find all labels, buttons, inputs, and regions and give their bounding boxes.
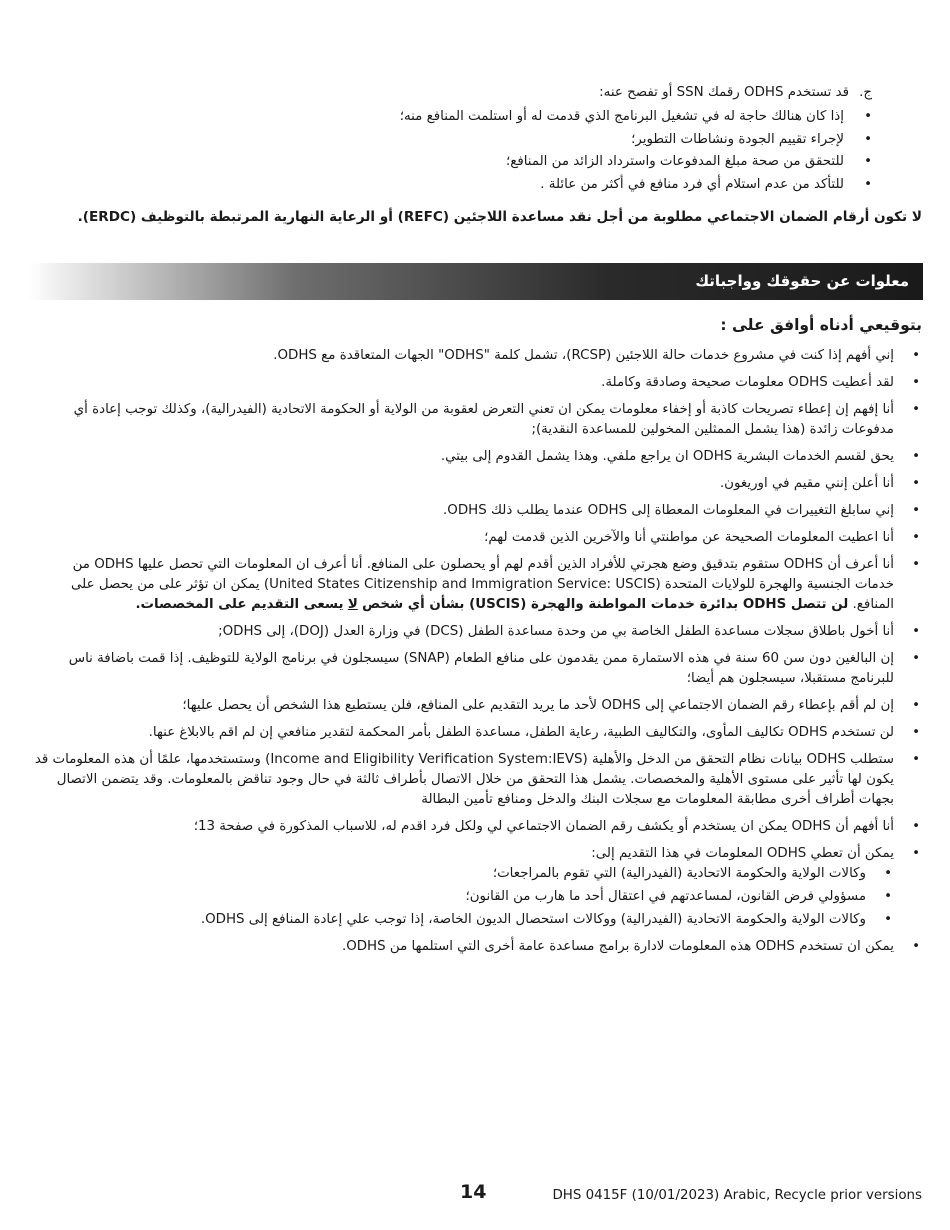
list-item: • لإجراء تقييم الجودة ونشاطات التطوير؛ — [72, 129, 844, 152]
agreement-heading: بتوقيعي أدناه أوافق على : — [720, 316, 922, 334]
sub-list-item: • وكالات الولاية والحكومة الاتحادية (الفيدرالية) ووكالات استحصال الديون الخاصة، إذا توجب علي إعادة المنافع إلى ODHS. — [32, 910, 866, 930]
list-item: • أنا اعطيت المعلومات الصحيحة عن مواطنتي أنا والآخرين الذين قدمت لهم؛ — [32, 528, 894, 548]
ssn-use-section — [72, 82, 872, 196]
ssn-use-heading-row — [72, 82, 872, 104]
ssn-use-heading: قد تستخدم ODHS رقمك SSN أو تفصح عنه: — [599, 85, 850, 100]
immigration-bold-underline: لا — [347, 597, 358, 612]
list-item: • لن تستخدم ODHS تكاليف المأوى، والتكاليف الطبية، رعاية الطفل، مساعدة الطفل بأمر المحكمة لتقدير منافعي إن لم اقم بالابلاغ عنها. — [32, 723, 894, 743]
list-item: • يحق لقسم الخدمات البشرية ODHS ان يراجع ملفي. وهذا يشمل القدوم إلى بيتي. — [32, 447, 894, 467]
no-ssn-required-note: لا تكون أرقام الضمان الاجتماعي مطلوبة من أجل نقد مساعدة اللاجئين (REFC) أو الرعاية النهارية المرتبطة بالتوظيف (ERDC). — [77, 209, 922, 225]
section-header-title: معلوات عن حقوقك وواجباتك — [695, 272, 909, 290]
immigration-text: أنا أعرف أن ODHS ستقوم بتدقيق وضع هجرتي للأفراد الذين أقدم لهم أو يحصلون على المنافع. أنا أعرف ان المعلومات التي تحصل عليها ODHS من خدمات الجنسية والهجرة للولايات المتحدة (United States Citizenship and Immigration Service: USCIS) يمكن ان تؤثر على من يحصل على المنافع. — [71, 557, 894, 612]
disclose-sub-list — [32, 864, 894, 930]
immigration-bold-b: يسعى التقديم على المخصصات. — [135, 597, 344, 612]
list-item: • أنا أخول باطلاق سجلات مساعدة الطفل الخاصة بي من وحدة مساعدة الطفل (DCS) في وزارة العدل (DOJ)، إلى ODHS; — [32, 622, 894, 642]
disclose-intro: يمكن أن تعطي ODHS المعلومات في هذا التقديم إلى: — [591, 846, 894, 861]
list-item: • إذا كان هنالك حاجة له في تشغيل البرنامج الذي قدمت له أو استلمت المنافع منه؛ — [72, 106, 844, 129]
list-item: • يمكن ان تستخدم ODHS هذه المعلومات لادارة برامج مساعدة عامة أخرى التي استلمها من ODHS. — [32, 937, 894, 957]
list-item: • للتحقق من صحة مبلغ المدفوعات واسترداد الزائد من المنافع؛ — [72, 151, 844, 174]
sub-list-item: • مسؤولي فرض القانون، لمساعدتهم في اعتقال أحد ما هارب من القانون؛ — [32, 887, 866, 907]
rights-list — [32, 346, 922, 957]
ssn-use-list — [72, 106, 872, 196]
section-header-bar — [28, 263, 923, 300]
list-item: • أنا أفهم أن ODHS يمكن ان يستخدم أو يكشف رقم الضمان الاجتماعي لي ولكل فرد اقدم له، للاسباب المذكورة في صفحة 13؛ — [32, 817, 894, 837]
list-item: • لقد أعطيت ODHS معلومات صحيحة وصادقة وكاملة. — [32, 373, 894, 393]
immigration-bold-a: لن تتصل ODHS بدائرة خدمات المواطنة والهجرة (USCIS) بشأن أي شخص — [362, 597, 849, 612]
list-item: • ستطلب ODHS بيانات نظام التحقق من الدخل والأهلية (Income and Eligibility Verification System:IEVS) وستستخدمها، علمًا أن هذه المعلومات قد يكون لها تأثير على مستوى الأهلية والمخصصات. يشمل هذا التحقق من خلال الاتصال بأطراف ثالثة في حال وجود تناقض بالمعلومات. وقد يتضمن الاتصال بجهات أطراف أخرى مطابقة المعلومات مع سجلات البنك والدخل ومنافع تأمين البطالة — [32, 750, 894, 810]
section-letter: ج. — [859, 85, 872, 100]
list-item: • إن البالغين دون سن 60 سنة في هذه الاستمارة ممن يقدمون على منافع الطعام (SNAP) سيسجلون في برنامج الولاية للتوظيف. إذا قمت باضافة ناس للبرنامج مستقبلا، سيسجلون هم أيضا؛ — [32, 649, 894, 689]
disclose-list-item — [32, 844, 894, 930]
list-item: • إن لم أقم بإعطاء رقم الضمان الاجتماعي إلى ODHS لأحد ما يريد التقديم على المنافع، فلن يستطيع هذا الشخص أن يحصل عليها؛ — [32, 696, 894, 716]
immigration-list-item — [32, 555, 894, 615]
page-number: 14 — [460, 1181, 487, 1203]
list-item: • إني سابلغ التغييرات في المعلومات المعطاة إلى ODHS عندما يطلب ذلك ODHS. — [32, 501, 894, 521]
rights-section — [32, 346, 922, 964]
list-item: • إني أفهم إذا كنت في مشروع خدمات حالة اللاجئين (RCSP)، تشمل كلمة "ODHS" الجهات المتعاقدة مع ODHS. — [32, 346, 894, 366]
sub-list-item: • وكالات الولاية والحكومة الاتحادية (الفيدرالية) التي تقوم بالمراجعات؛ — [32, 864, 866, 884]
list-item: • أنا إفهم إن إعطاء تصريحات كاذبة أو إخفاء معلومات يمكن ان تعني التعرض لعقوبة من الولاية أو الحكومة الاتحادية (الفيدرالية)، وكذلك توجب إعادة أي مدفوعات زائدة (هذا يشمل الممثلين المخولين للمساعدة النقدية); — [32, 400, 894, 440]
form-identifier: DHS 0415F (10/01/2023) Arabic, Recycle prior versions — [552, 1188, 922, 1203]
list-item: • للتأكد من عدم استلام أي فرد منافع في أكثر من عائلة . — [72, 174, 844, 197]
list-item: • أنا أعلن إنني مقيم في اوريغون. — [32, 474, 894, 494]
